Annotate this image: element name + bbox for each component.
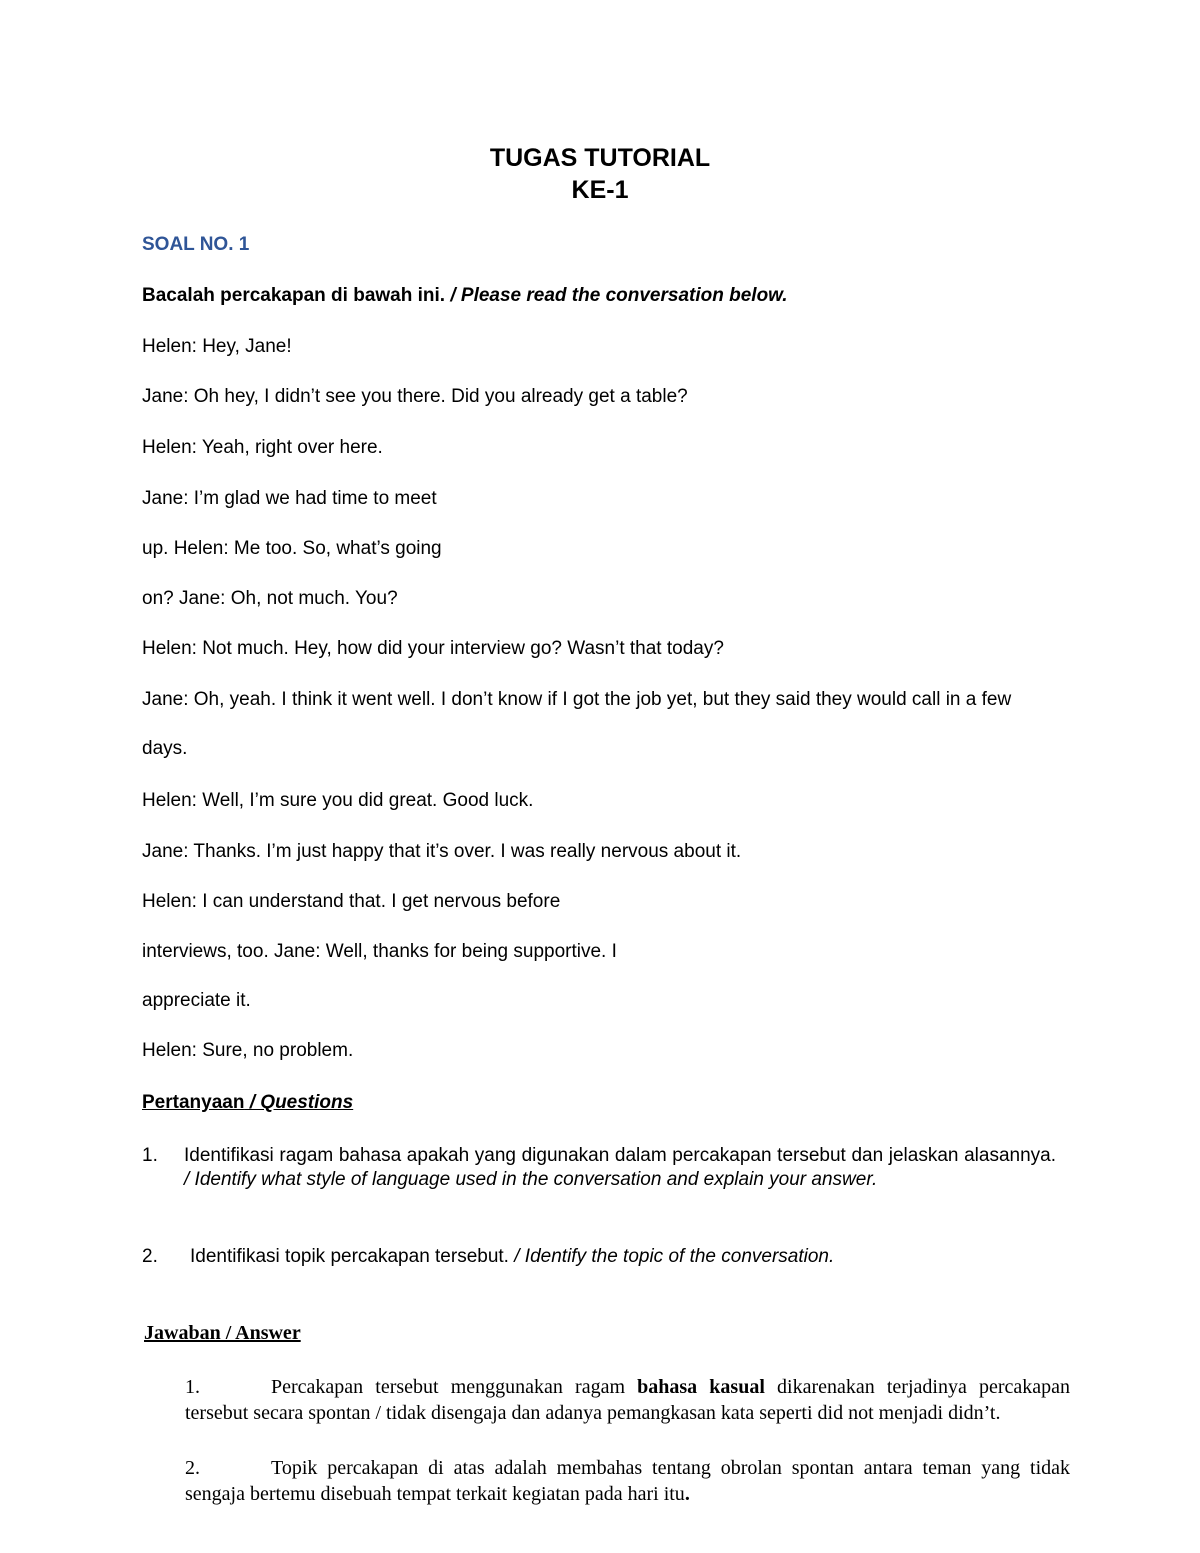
conversation-line: days. (142, 738, 188, 759)
conversation-line: appreciate it. (142, 990, 251, 1011)
answer-text-before: Percakapan tersebut menggunakan ragam (271, 1376, 638, 1398)
answer-text-bold: . (684, 1483, 690, 1505)
answer-number: 2. (185, 1457, 200, 1479)
question-text-en: / Identify what style of language used in the conversation and explain your answer. (184, 1169, 878, 1190)
answer-text-before: Topik percakapan di atas adalah membahas tentang obrolan spontan antara teman yang tidak sengaja bertemu disebuah tempat terkait kegiatan pada hari itu (185, 1457, 1070, 1505)
question-text-en: / Identify the topic of the conversation. (508, 1246, 835, 1267)
conversation-line: interviews, too. Jane: Well, thanks for being supportive. I (142, 941, 617, 962)
conversation-line: Jane: Oh hey, I didn’t see you there. Did you already get a table? (142, 386, 688, 407)
instruction (142, 284, 788, 308)
answer-text-bold: bahasa kasual (637, 1376, 765, 1398)
conversation-line: on? Jane: Oh, not much. You? (142, 588, 398, 609)
answer-text-after: dikarenakan terjadinya percakapan tersebut secara spontan / tidak disengaja dan adanya pemangkasan kata seperti did not menjadi didn’t. (185, 1376, 1070, 1424)
document-title: TUGAS TUTORIAL (489, 144, 711, 172)
conversation-line: Jane: Thanks. I’m just happy that it’s over. I was really nervous about it. (142, 841, 742, 862)
answer-item (185, 1374, 1070, 1426)
questions-heading-id: Pertanyaan (142, 1092, 245, 1113)
document-subtitle: KE-1 (571, 176, 629, 204)
soal-label: SOAL NO. 1 (142, 234, 250, 255)
conversation-line: Jane: Oh, yeah. I think it went well. I don’t know if I got the job yet, but they said they would call in a few (142, 689, 1012, 710)
question-text (184, 1144, 1056, 1192)
question-number: 1. (142, 1145, 158, 1166)
instruction-indonesian: Bacalah percakapan di bawah ini. (142, 285, 446, 306)
answer-number: 1. (185, 1376, 200, 1398)
question-number: 2. (142, 1246, 158, 1267)
questions-heading (142, 1091, 353, 1115)
conversation-line: Helen: Hey, Jane! (142, 336, 292, 357)
answer-item (185, 1455, 1070, 1507)
conversation-line: Helen: I can understand that. I get nervous before (142, 891, 561, 912)
instruction-english: / Please read the conversation below. (445, 285, 788, 306)
conversation-line: Helen: Sure, no problem. (142, 1040, 354, 1061)
answers-heading: Jawaban / Answer (144, 1322, 301, 1344)
question-text-id: Identifikasi ragam bahasa apakah yang digunakan dalam percakapan tersebut dan jelaskan alasannya. (184, 1145, 1056, 1166)
question-text-id: Identifikasi topik percakapan tersebut. (190, 1246, 509, 1267)
question-item (142, 1245, 1056, 1269)
conversation-line: Helen: Well, I’m sure you did great. Good luck. (142, 790, 534, 811)
conversation-line: Helen: Yeah, right over here. (142, 437, 383, 458)
conversation-line: Helen: Not much. Hey, how did your interview go? Wasn’t that today? (142, 638, 724, 659)
question-item (142, 1144, 1056, 1192)
conversation-line: up. Helen: Me too. So, what’s going (142, 538, 442, 559)
questions-heading-en: / Questions (244, 1092, 354, 1113)
question-text (190, 1245, 1056, 1269)
conversation-line: Jane: I’m glad we had time to meet (142, 488, 437, 509)
